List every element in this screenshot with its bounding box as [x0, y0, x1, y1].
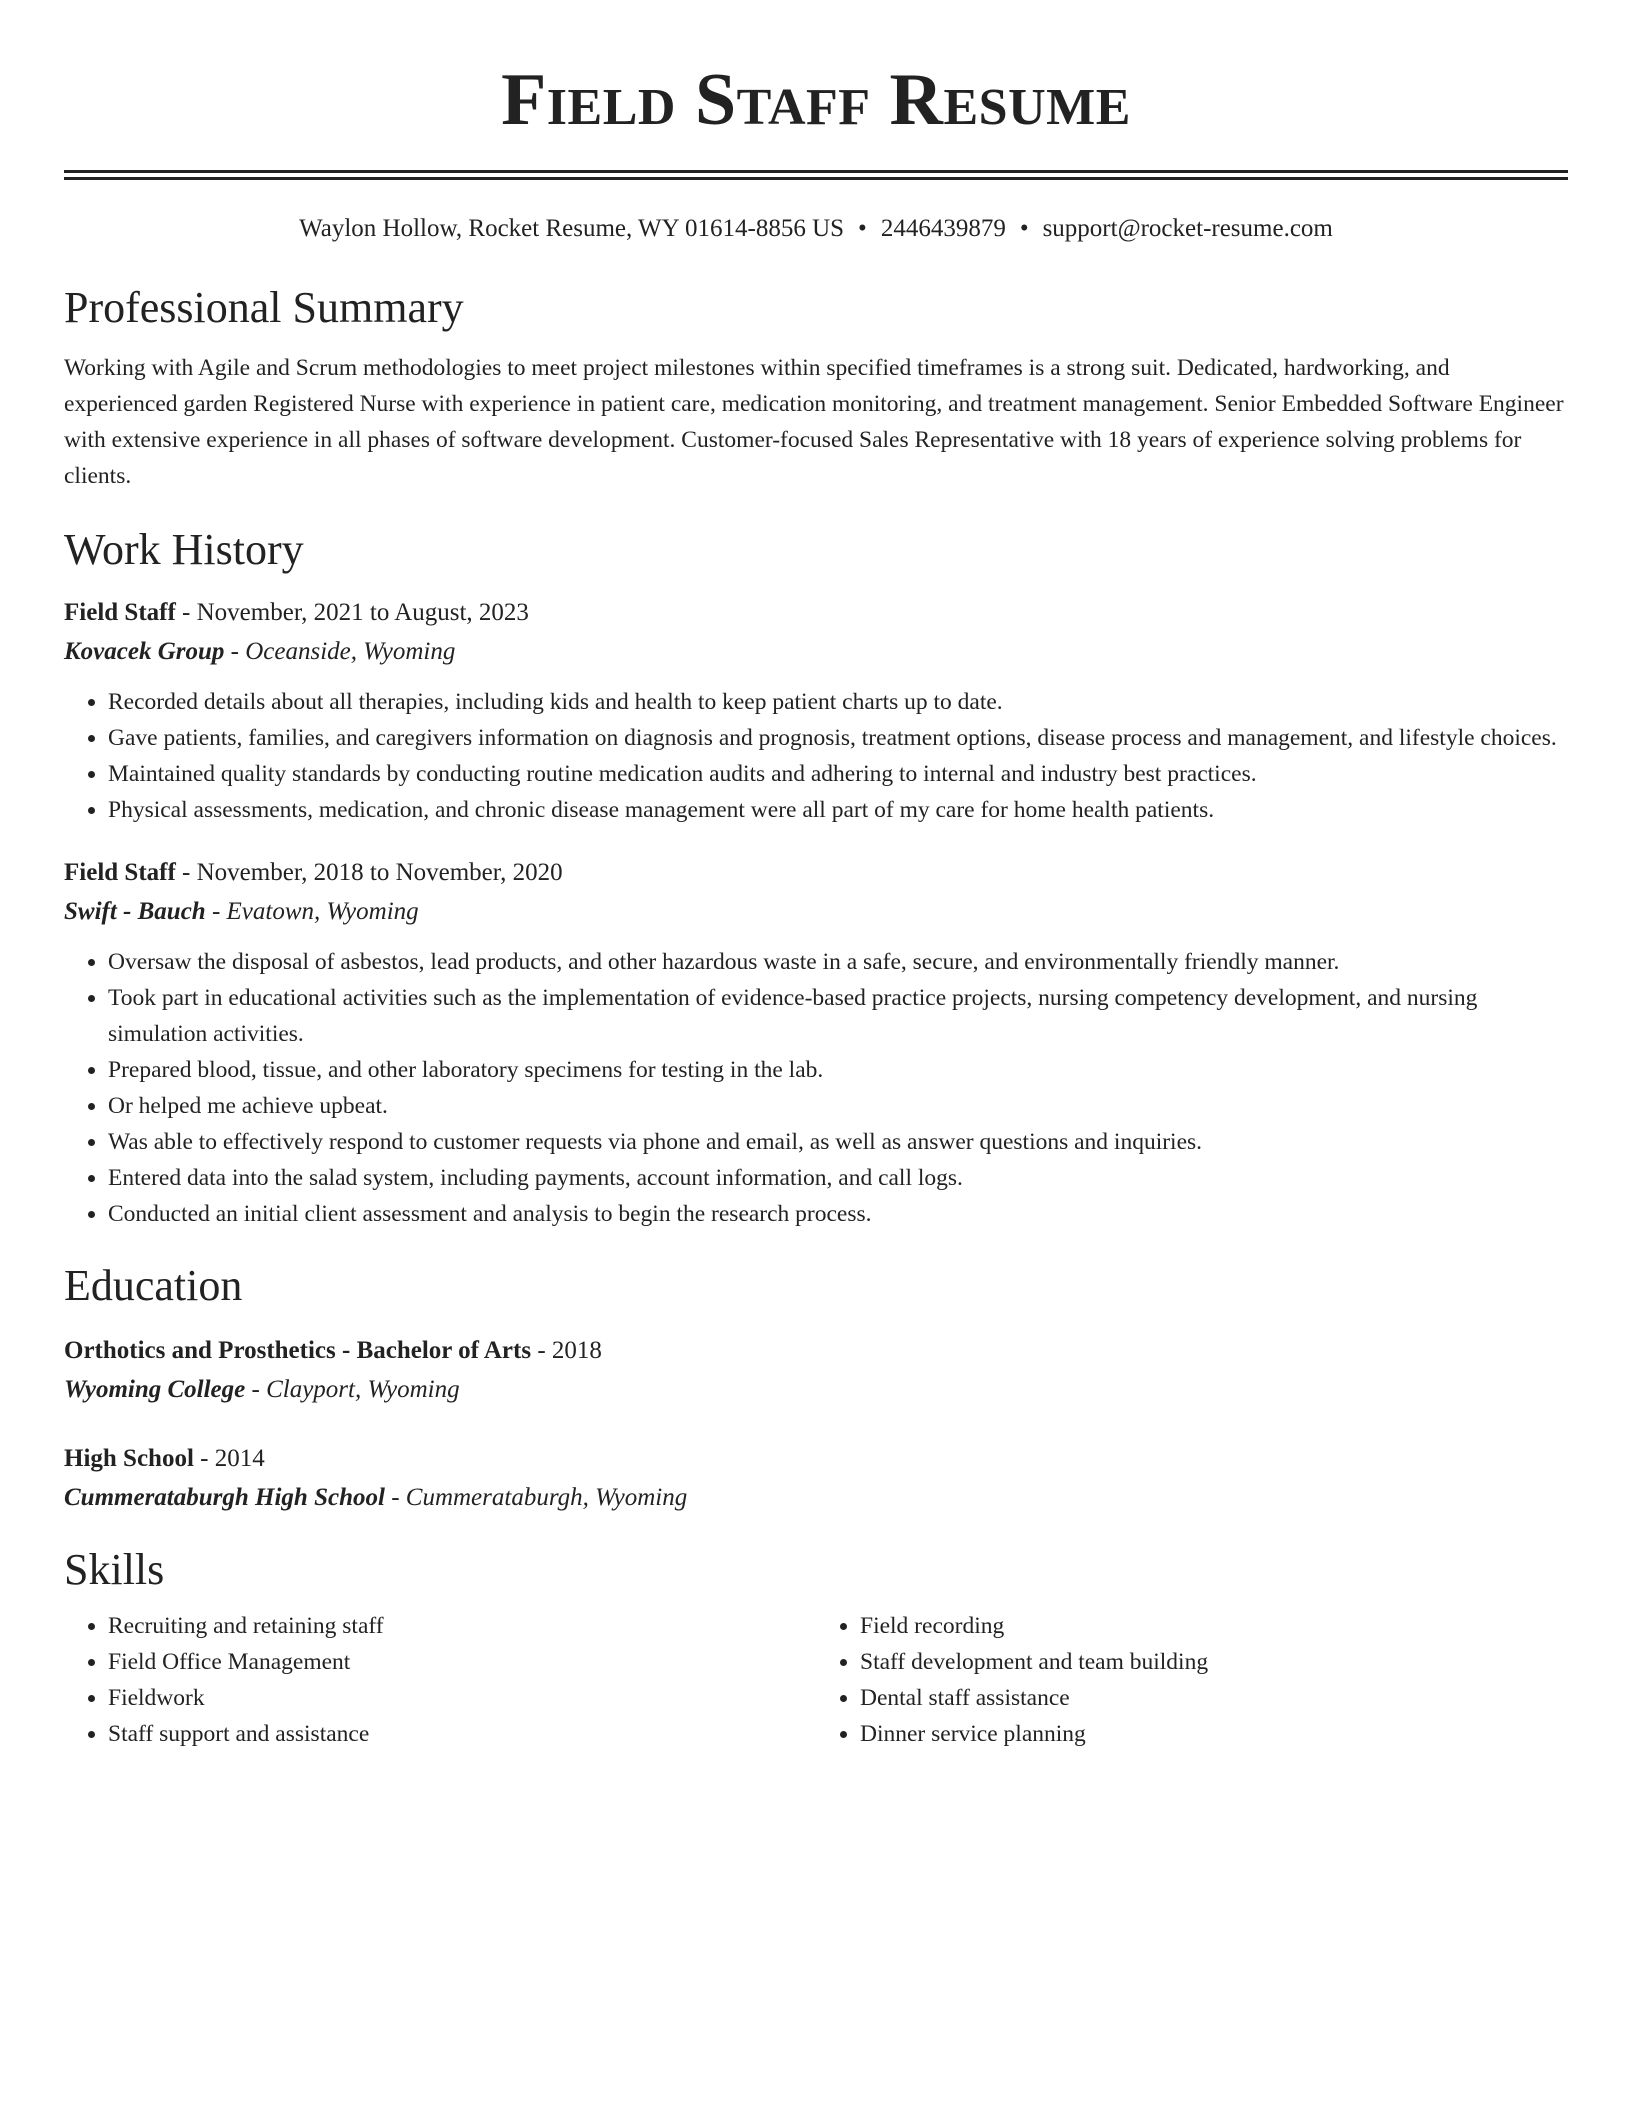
contact-line: [64, 212, 1568, 246]
job-location: - Evatown, Wyoming: [205, 898, 419, 925]
job-location: - Oceanside, Wyoming: [224, 638, 456, 665]
list-item: • Recorded details about all therapies, including kids and health to keep patient charts up to date.: [108, 684, 1568, 720]
job-dates: - November, 2018 to November, 2020: [175, 859, 563, 886]
contact-phone: 2446439879: [880, 215, 1006, 242]
education-location: - Clayport, Wyoming: [245, 1376, 460, 1403]
summary-heading: Professional Summary: [64, 283, 464, 332]
job-title: Field Staff: [64, 859, 176, 886]
job-duties-list: [64, 684, 1568, 828]
education-school: Cummerataburgh High School: [64, 1484, 385, 1511]
job-entry: [64, 594, 1568, 828]
list-item: • Field Office Management: [108, 1644, 816, 1680]
list-item: • Oversaw the disposal of asbestos, lead products, and other hazardous waste in a safe, secure, and environmentally friendly manner.: [108, 944, 1568, 980]
skills-list-left: [64, 1608, 816, 1752]
job-entry: [64, 854, 1568, 1232]
education-location: - Cummerataburgh, Wyoming: [384, 1484, 688, 1511]
job-dates: - November, 2021 to August, 2023: [175, 599, 529, 626]
education-school-line: [64, 1478, 1568, 1518]
education-school: Wyoming College: [64, 1376, 246, 1403]
list-item: • Maintained quality standards by conducting routine medication audits and adhering to internal and industry best practices.: [108, 756, 1568, 792]
job-title-line: [64, 594, 1568, 632]
contact-email: support@rocket-resume.com: [1042, 215, 1333, 242]
education-degree-line: [64, 1440, 1568, 1478]
list-item: • Entered data into the salad system, including payments, account information, and call logs.: [108, 1160, 1568, 1196]
job-company-line: [64, 632, 1568, 672]
education-school-line: [64, 1370, 1568, 1410]
list-item: • Dinner service planning: [860, 1716, 1568, 1752]
list-item: • Staff support and assistance: [108, 1716, 816, 1752]
education-degree: High School: [64, 1445, 194, 1472]
list-item: • Field recording: [860, 1608, 1568, 1644]
job-company: Swift - Bauch: [64, 898, 206, 925]
list-item: • Or helped me achieve upbeat.: [108, 1088, 1568, 1124]
contact-separator: •: [1019, 215, 1029, 242]
work-history-heading: Work History: [64, 525, 304, 574]
job-company-line: [64, 892, 1568, 932]
list-item: • Dental staff assistance: [860, 1680, 1568, 1716]
list-item: • Fieldwork: [108, 1680, 816, 1716]
job-title-line: [64, 854, 1568, 892]
list-item: • Staff development and team building: [860, 1644, 1568, 1680]
education-entry: [64, 1332, 1568, 1410]
job-company: Kovacek Group: [64, 638, 225, 665]
contact-address: Waylon Hollow, Rocket Resume, WY 01614-8856 US: [299, 215, 845, 242]
list-item: • Was able to effectively respond to customer requests via phone and email, as well as answer questions and inquiries.: [108, 1124, 1568, 1160]
list-item: • Gave patients, families, and caregivers information on diagnosis and prognosis, treatment options, disease process and management, and lifestyle choices.: [108, 720, 1568, 756]
list-item: • Conducted an initial client assessment and analysis to begin the research process.: [108, 1196, 1568, 1232]
resume-title: Field Staff Resume: [501, 59, 1131, 141]
title-double-rule: [64, 170, 1568, 180]
contact-separator: •: [858, 215, 867, 242]
list-item: • Took part in educational activities such as the implementation of evidence-based practice projects, nursing competency development, and nursing simulation activities.: [108, 980, 1568, 1052]
education-degree-line: [64, 1332, 1568, 1370]
education-degree: Orthotics and Prosthetics - Bachelor of Arts: [64, 1337, 532, 1364]
skills-heading: Skills: [64, 1545, 165, 1594]
job-title: Field Staff: [64, 599, 176, 626]
job-duties-list: [64, 944, 1568, 1232]
education-heading: Education: [64, 1261, 243, 1310]
education-year: - 2018: [531, 1337, 602, 1364]
list-item: • Prepared blood, tissue, and other laboratory specimens for testing in the lab.: [108, 1052, 1568, 1088]
skills-columns: [64, 1608, 1568, 1752]
summary-text: Working with Agile and Scrum methodologies to meet project milestones within specified timeframes is a strong suit. Dedicated, hardworking, and experienced garden Registered Nurse with experience in patient care, medication monitoring, and treatment management. Senior Embedded Software Engineer with extensive experience in all phases of software development. Customer-focused Sales Representative with 18 years of experience solving problems for clients.: [64, 355, 1564, 489]
list-item: • Recruiting and retaining staff: [108, 1608, 816, 1644]
list-item: • Physical assessments, medication, and chronic disease management were all part of my care for home health patients.: [108, 792, 1568, 828]
education-entry: [64, 1440, 1568, 1518]
education-year: - 2014: [193, 1445, 265, 1472]
skills-list-right: [816, 1608, 1568, 1752]
